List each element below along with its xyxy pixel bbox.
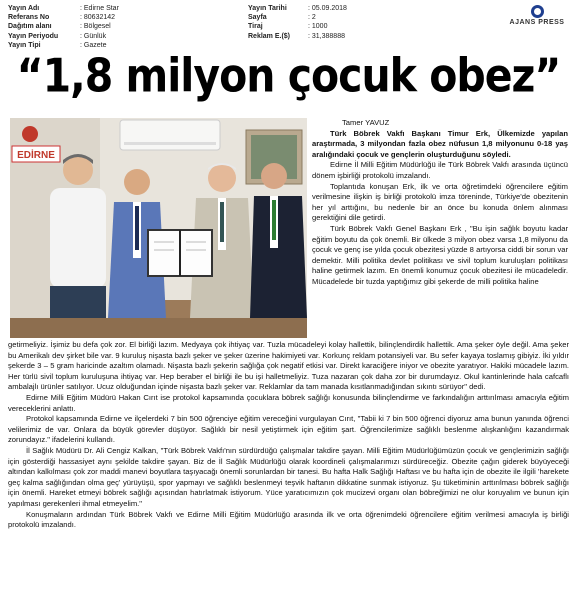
paragraph: Toplantıda konuşan Erk, ilk ve orta öğretimdeki öğrencilere eğitim verilmesine ilişkin iş birliği protokolü imza töreninde, Türkiye'de obezitenin her yıl arttığını, bu nedenle bir an önce bu konuda önlem alınması gerektiğini dile getirdi. bbox=[312, 181, 568, 223]
paragraph: Edirne İl Milli Eğitim Müdürlüğü ile Türk Böbrek Vakfı arasında üçüncü dönem işbirliği protokolü imzalandı. bbox=[312, 160, 568, 180]
meta-label: Referans No bbox=[8, 14, 50, 22]
logo-text: AJANS PRESS bbox=[509, 19, 565, 26]
ajans-press-logo bbox=[505, 5, 569, 26]
meta-label: Dağıtım alanı bbox=[8, 23, 52, 31]
meta-row bbox=[8, 4, 119, 13]
meta-label: Tiraj bbox=[248, 23, 263, 31]
article-column bbox=[312, 118, 568, 288]
paragraph: Protokol kapsamında Edirne ve ilçelerdeki 7 bin 500 öğrenciye eğitim vereceğini vurgulayan Cırıt, "Tabii ki 7 bin 500 öğrenci diyoruz ama bunun yanında öğrenci velilerimiz de var. Onlara da büyük görevler düşüyor. Sağlıklı bir nesil yetiştirmek için eğitim şart. Öğrencilerimize sağlıklı beslenme alışkanlığını kazandırmak zorundayız." ifadelerini kullandı. bbox=[8, 414, 569, 445]
meta-value: : Gazete bbox=[80, 41, 107, 49]
paragraph: Türk Böbrek Vakfı Başkanı Timur Erk, Ülkemizde yapılan araştırmada, 3 milyondan fazla obez nüfusun 1,8 milyonunu 0-18 yaş aralığındaki çocuk ve gençlerin oluşturduğunu söyledi. bbox=[312, 128, 568, 159]
meta-row bbox=[8, 32, 119, 41]
meta-value: : 31,388888 bbox=[308, 32, 345, 40]
meta-row bbox=[8, 13, 119, 22]
meta-label: Reklam E.($) bbox=[248, 32, 291, 40]
meta-label: Sayfa bbox=[248, 14, 267, 22]
article-photo bbox=[10, 118, 307, 338]
meta-label: Yayın Periyodu bbox=[8, 32, 59, 40]
meta-row bbox=[248, 4, 347, 13]
meta-value: : Bölgesel bbox=[80, 23, 111, 31]
meta-value: : 05.09.2018 bbox=[308, 5, 347, 12]
meta-value: : 80632142 bbox=[80, 14, 116, 22]
meta-value: : Edirne Star bbox=[80, 5, 119, 12]
paragraph: İl Sağlık Müdürü Dr. Ali Cengiz Kalkan, "Türk Böbrek Vakfı'nın sürdürdüğü çalışmalar takdire şayan. Milli Eğitim Müdürlüğümüzün çocuk ve gençlerimizin sağlığı için gösterdiği hassasiyet aynı şekilde takdire şayan. Biz de İl Sağlık Müdürlüğü olarak koordineli çalışmalarımızı sürdüreceğiz. Obezite çağın giderek büyüyeceği altından kalkılması çok zor maddi manevi boyutlara taşıyacağı önemli sorunlardan bir tanesi. Bu hafta Halk Sağlığı Haftası ve bu hafta için de obezite ile ilgili 'harekete geç kalma sağlığından olma geç' yürüyüşü, spor yapmayı ve sağlıklı beslenmeyi teşvik haftanın dikkatine sunmak istiyoruz. Şu tüketiminin arttırılması böbrek sağlığı için önemli. Hareket etmeyi böbrek sağlığı açısından hatırlatmak istiyorum. Yüce yaratıcımızın çok mucizevi organı olan böbreğimizi ne olur koruyalım ve bunun için yapılması gerekenleri ihmal etmeyelim." bbox=[8, 445, 569, 508]
meta-row bbox=[8, 22, 119, 31]
paragraph: Konuşmaların ardından Türk Böbrek Vakfı ve Edirne Milli Eğitim Müdürlüğü arasında ilk ve orta öğrenimdeki öğrencilere eğitim verilmesi amacıyla iş birliği protokolü imzalandı. bbox=[8, 509, 569, 530]
paragraph: Tamer YAVUZ bbox=[342, 118, 390, 127]
meta-row bbox=[248, 13, 347, 22]
paragraph: Türk Böbrek Vakfı Genel Başkanı Erk , "Bu işin sağlık boyutu kadar eğitim boyutu da çok önemli. Bir ülkede 3 milyon obez varsa 1,8 milyonu da çocuk ve genç ise yılda çocuk obezitesi yüzde 8 artıyorsa ciddi bir sorun var demektir. Milli politika devlet politikası ve sivil toplum kuruluşları politikası haline getirmek lazım. En önemli konumuz çocuk obezitesi ile mücadeledir. Mücadelede bir tuzda yaptığımız gibi şekerde de milli politika haline bbox=[312, 223, 568, 286]
meta-label: Yayın Tarihi bbox=[248, 5, 287, 12]
meta-label: Yayın Tipi bbox=[8, 41, 41, 49]
headline: “1,8 milyon çocuk obez” bbox=[16, 49, 561, 103]
article-body-full bbox=[8, 340, 569, 531]
wall-sign-text: EDİRNE bbox=[17, 150, 55, 161]
paragraph: getirmeliyiz. İşimiz bu defa çok zor. El birliği lazım. Medyaya çok ihtiyaç var. Tuzla mücadeleyi kolay hallettik, bilinçlendirdik hallettik. Ama şeker öyle değil. Ama şeker bu Amerikalı dev şirket bile var. 9 kuruluş nişasta bazlı şeker ve şeker üzerine hakimiyeti var. Korkunç reklam potansiyeli var. Bu sefer kayaya toslamış gibiyiz. İki yıldır şekerde 3 – 5 gram haricinde azaltım olamadı. Nişasta bazlı şekerin sağlığa çok negatif etkisi var. Direkt karaciğere iniyor ve obezite yaratıyor. Hakiki mücadele lazım. Her türlü sivil toplum kuruluşuna ihtiyaç var. Hep beraber el birliği ile bu işi halletmeliyiz. Tuza nazaran çok daha zor bir durumdayız. Okul kantinlerinde hala cafcaflı ambalajlı ürünler satılıyor. Ucuz olduğundan içinde nişasta bazlı şeker var. Reklamlar da tam manada kısıtlanmadığından sıkıntı sürüyor" dedi. bbox=[8, 340, 569, 392]
meta-mid bbox=[248, 4, 347, 41]
meta-value: : Günlük bbox=[80, 32, 107, 40]
ajans-press-icon bbox=[531, 5, 544, 18]
paragraph: Edirne Milli Eğitim Müdürü Hakan Cırıt ise protokol kapsamında çocuklara böbrek sağlığı konusunda bilinçlendirme ve farkındalığın arttırılması amacıyla eğitim vereceklerini anlattı. bbox=[8, 392, 569, 413]
meta-left bbox=[8, 4, 119, 50]
meta-label: Yayın Adı bbox=[8, 5, 40, 12]
meta-row bbox=[248, 32, 347, 41]
meta-row bbox=[248, 22, 347, 31]
meta-value: : 1000 bbox=[308, 23, 328, 31]
meta-value: : 2 bbox=[308, 14, 316, 22]
